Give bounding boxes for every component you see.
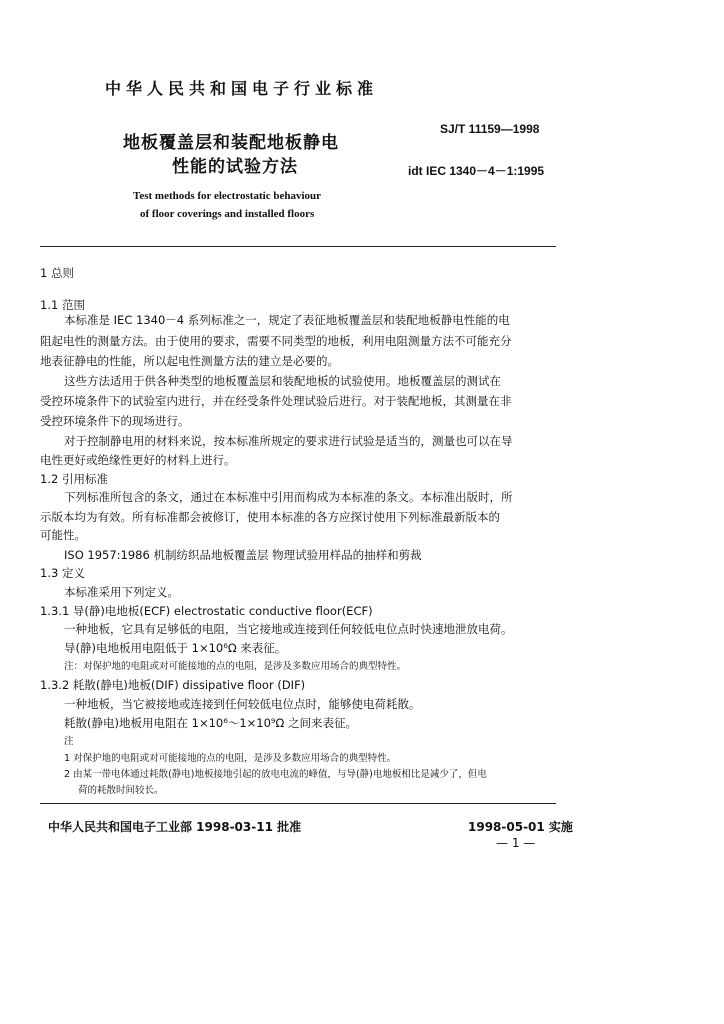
page-number: — 1 — xyxy=(496,836,536,850)
title-line-2: 性能的试验方法 xyxy=(172,157,298,177)
idt-reference: idt IEC 1340－4－1:1995 xyxy=(408,164,545,178)
paragraph-line: 受控环境条件下的现场进行。 xyxy=(40,414,190,428)
paragraph-line: 一种地板，当它被接地或连接到任何较低电位点时，能够使电荷耗散。 xyxy=(64,697,421,711)
paragraph-line: 一种地板，它具有足够低的电阻，当它接地或连接到任何较低电位点时快速地泄放电荷。 xyxy=(64,622,513,636)
note-line: 荷的耗散时间较长。 xyxy=(78,785,164,796)
section-heading: 1.2 引用标准 xyxy=(40,472,108,486)
title-line-1: 地板覆盖层和装配地板静电 xyxy=(123,133,339,153)
english-title-line-2: of floor coverings and installed floors xyxy=(140,208,315,220)
approval-note: 中华人民共和国电子工业部 1998-03-11 批准 xyxy=(48,820,302,834)
implementation-date: 1998-05-01 实施 xyxy=(468,820,573,834)
section-heading: 1.3 定义 xyxy=(40,566,85,580)
standard-number: SJ/T 11159—1998 xyxy=(440,122,540,136)
paragraph-line: 可能性。 xyxy=(40,528,86,542)
paragraph-line: 对于控制静电用的材料来说，按本标准所规定的要求进行试验是适当的，测量也可以在导 xyxy=(64,434,513,448)
note-label: 注 xyxy=(64,736,74,747)
paragraph-line: 示版本均为有效。所有标准都会被修订，使用本标准的各方应探讨使用下列标准最新版本的 xyxy=(40,510,500,524)
paragraph-line: 地表征静电的性能，所以起电性测量方法的建立是必要的。 xyxy=(40,354,339,368)
section-heading: 1 总则 xyxy=(40,266,74,280)
paragraph-line: 导(静)电地板用电阻低于 1×10⁶Ω 来表征。 xyxy=(64,641,287,655)
org-header: 中华人民共和国电子行业标准 xyxy=(105,79,379,98)
note-line: 注：对保护地的电阻或对可能接地的点的电阻，是涉及多数应用场合的典型特性。 xyxy=(64,661,407,672)
english-title-line-1: Test methods for electrostatic behaviour xyxy=(133,190,321,202)
header-divider xyxy=(40,246,556,247)
paragraph-line: 这些方法适用于供各种类型的地板覆盖层和装配地板的试验使用。地板覆盖层的测试在 xyxy=(64,374,501,388)
paragraph-line: 本标准是 IEC 1340－4 系列标准之一，规定了表征地板覆盖层和装配地板静电性能的电 xyxy=(64,313,510,327)
section-heading: 1.1 范围 xyxy=(40,298,85,312)
definition-heading: 1.3.1 导(静)电地板(ECF) electrostatic conductive floor(ECF) xyxy=(40,604,373,618)
definition-heading: 1.3.2 耗散(静电)地板(DIF) dissipative floor (DIF) xyxy=(40,678,306,692)
footer-divider xyxy=(40,803,556,804)
paragraph-line: 电性更好或绝缘性更好的材料上进行。 xyxy=(40,453,236,467)
paragraph-line: 受控环境条件下的试验室内进行，并在经受条件处理试验后进行。对于装配地板，其测量在非 xyxy=(40,394,512,408)
paragraph-line: 阻起电性的测量方法。由于使用的要求，需要不同类型的地板，利用电阻测量方法不可能充分 xyxy=(40,334,512,348)
note-line: 1 对保护地的电阻或对可能接地的点的电阻，是涉及多数应用场合的典型特性。 xyxy=(64,753,397,764)
paragraph-line: 耗散(静电)地板用电阻在 1×10⁶～1×10⁹Ω 之间来表征。 xyxy=(64,716,357,730)
paragraph-line: 下列标准所包含的条文，通过在本标准中引用而构成为本标准的条文。本标准出版时，所 xyxy=(64,490,513,504)
reference-line: ISO 1957:1986 机制纺织品地板覆盖层 物理试验用样品的抽样和剪裁 xyxy=(64,548,422,562)
note-line: 2 由某一带电体通过耗散(静电)地板接地引起的放电电流的峰值，与导(静)电地板相比是减少了，但电 xyxy=(64,769,487,780)
paragraph-line: 本标准采用下列定义。 xyxy=(64,585,179,599)
